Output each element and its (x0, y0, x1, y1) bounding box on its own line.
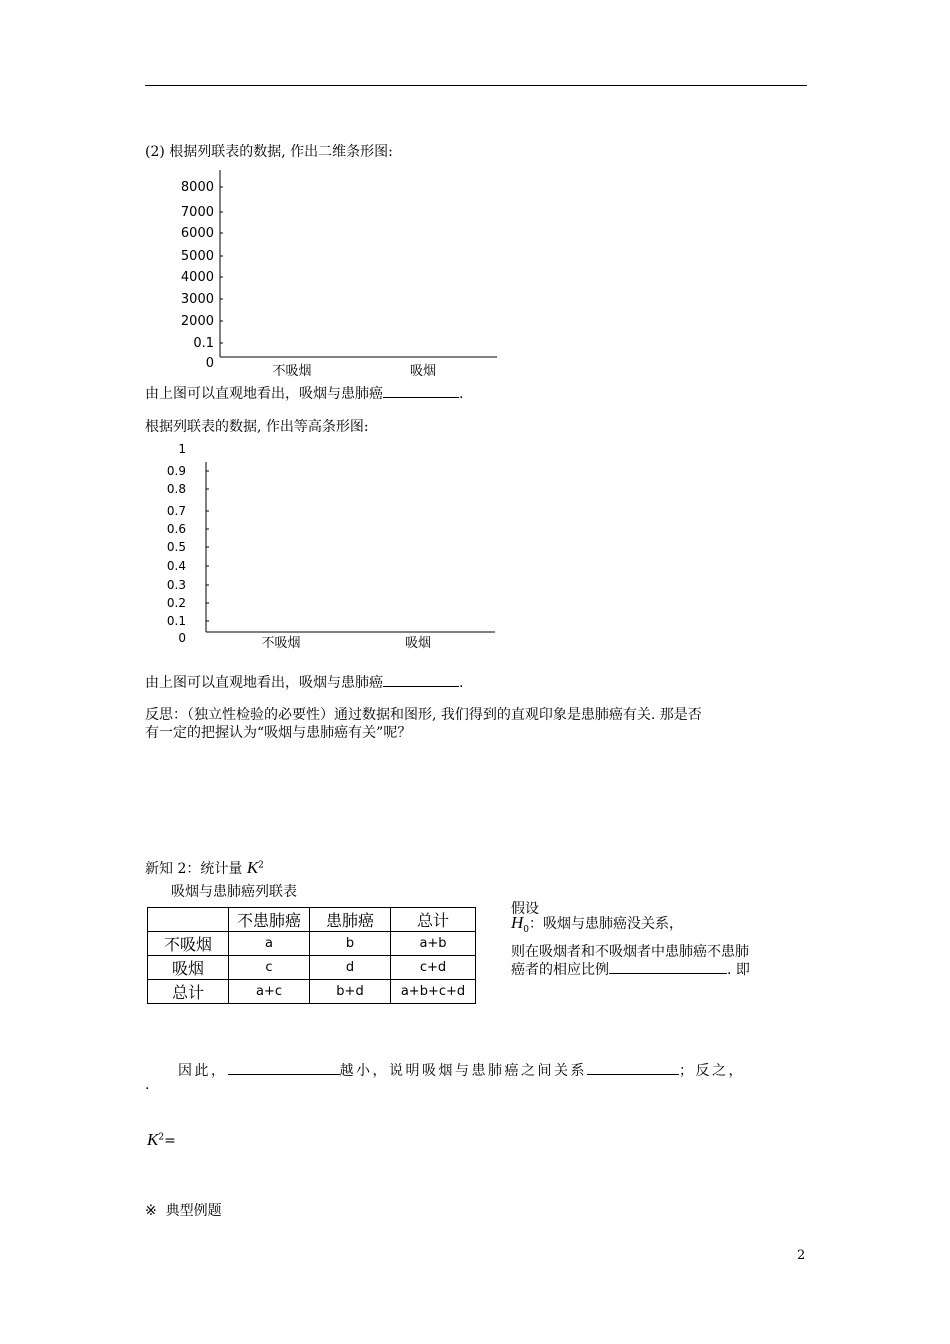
x-category-label: 吸烟 (404, 636, 432, 651)
table-cell: d (310, 956, 391, 980)
answer-blank-2[interactable] (383, 672, 459, 687)
table-cell: a+b (391, 932, 476, 956)
k2-formula (147, 1130, 176, 1150)
y-tick-label: 0.1 (193, 336, 214, 351)
y-tick-label: 6000 (180, 226, 214, 241)
typical-text: 典型例题 (165, 1203, 222, 1219)
hypothesis-line-4 (511, 959, 750, 979)
y-tick-label: 8000 (180, 180, 214, 195)
table-header-cell: 患肺癌 (310, 908, 391, 932)
table-row-label: 总计 (148, 980, 229, 1004)
section3-intro: 根据列联表的数据, 作出等高条形图: (145, 419, 369, 435)
y-tick-label: 0.9 (166, 464, 186, 478)
answer-blank-4[interactable] (228, 1060, 340, 1075)
table-cell: c+d (391, 956, 476, 980)
section2-intro: (2) 根据列联表的数据, 作出二维条形图: (145, 144, 393, 160)
x-category-label: 不吸烟 (272, 364, 312, 379)
page-number: 2 (797, 1248, 806, 1263)
answer-blank-1[interactable] (383, 383, 459, 398)
y-tick-label: 1 (178, 442, 186, 456)
answer-blank-5[interactable] (587, 1060, 679, 1075)
y-tick-label: 2000 (180, 314, 214, 329)
table-header-row (148, 908, 476, 932)
therefore-line (178, 1060, 745, 1080)
reference-mark-icon: ※ (145, 1203, 157, 1219)
y-tick-label: 5000 (180, 249, 214, 264)
conclusion-text: 由上图可以直观地看出，吸烟与患肺癌 (145, 386, 383, 402)
y-tick-label: 0.5 (166, 540, 186, 554)
equals-sign: = (164, 1133, 176, 1149)
typical-examples-heading (145, 1200, 222, 1220)
new-knowledge-label (145, 858, 264, 878)
y-tick-label: 0 (205, 356, 214, 371)
reflection-line-2: 有一定的把握认为“吸烟与患肺癌有关”呢？ (145, 725, 412, 741)
hypothesis-line-3: 则在吸烟者和不吸烟者中患肺癌不患肺 (511, 944, 749, 960)
hypothesis-end: . 即 (727, 962, 750, 978)
new-knowledge-text: 新知 2：统计量 (145, 861, 243, 877)
section2-conclusion (145, 383, 463, 403)
y-tick-label: 0.7 (166, 504, 186, 518)
therefore-text: 因此， (178, 1063, 228, 1079)
table-row-label: 不吸烟 (148, 932, 229, 956)
k-superscript: 2 (158, 1132, 165, 1143)
h-subscript: 0 (523, 924, 530, 935)
table-row (148, 956, 476, 980)
y-tick-label: 0.6 (166, 522, 186, 536)
therefore-text: ；反之， (679, 1063, 745, 1079)
therefore-text: 越小，说明吸烟与患肺癌之间关系 (339, 1063, 587, 1079)
conclusion-end: . (459, 675, 464, 691)
y-tick-label: 3000 (180, 292, 214, 307)
contingency-table (147, 907, 476, 1004)
conclusion-end: . (459, 386, 464, 402)
table-cell: a (229, 932, 310, 956)
x-category-label: 不吸烟 (261, 636, 301, 651)
hypothesis-h0 (511, 913, 683, 935)
answer-blank-3[interactable] (609, 959, 727, 974)
therefore-dot: . (145, 1077, 150, 1093)
table-header-cell: 不患肺癌 (229, 908, 310, 932)
y-tick-label: 7000 (180, 205, 214, 220)
table-row (148, 980, 476, 1004)
y-tick-label: 0.1 (166, 614, 186, 628)
hypothesis-text: 癌者的相应比例 (511, 962, 609, 978)
equal-height-bar-chart (150, 440, 505, 655)
header-rule (145, 85, 807, 86)
table-row (148, 932, 476, 956)
y-tick-label: 0.8 (166, 482, 186, 496)
table-cell: b+d (310, 980, 391, 1004)
y-tick-label: 0.2 (166, 596, 186, 610)
x-category-label: 吸烟 (409, 364, 437, 379)
y-tick-label: 4000 (180, 270, 214, 285)
k-symbol: K (147, 1130, 159, 1149)
table-cell: b (310, 932, 391, 956)
conclusion-text: 由上图可以直观地看出，吸烟与患肺癌 (145, 675, 383, 691)
y-tick-label: 0.3 (166, 578, 186, 592)
y-tick-label: 0 (178, 631, 186, 645)
table-cell: a+b+c+d (391, 980, 476, 1004)
k-superscript: 2 (258, 860, 264, 871)
table-title: 吸烟与患肺癌列联表 (171, 884, 297, 900)
table-cell: c (229, 956, 310, 980)
h-symbol: H (511, 913, 524, 932)
k-symbol: K (246, 858, 259, 877)
two-dim-bar-chart (165, 165, 510, 383)
table-header-cell: 总计 (391, 908, 476, 932)
y-tick-label: 0.4 (166, 559, 186, 573)
section3-conclusion (145, 672, 463, 692)
hypothesis-text: ：吸烟与患肺癌没关系， (529, 916, 684, 932)
table-row-label: 吸烟 (148, 956, 229, 980)
reflection-line-1: 反思：（独立性检验的必要性）通过数据和图形, 我们得到的直观印象是患肺癌有关. 那是否 (145, 707, 702, 723)
table-cell: a+c (229, 980, 310, 1004)
table-header-cell (148, 908, 229, 932)
hypothesis-label: 假设 (511, 901, 539, 917)
